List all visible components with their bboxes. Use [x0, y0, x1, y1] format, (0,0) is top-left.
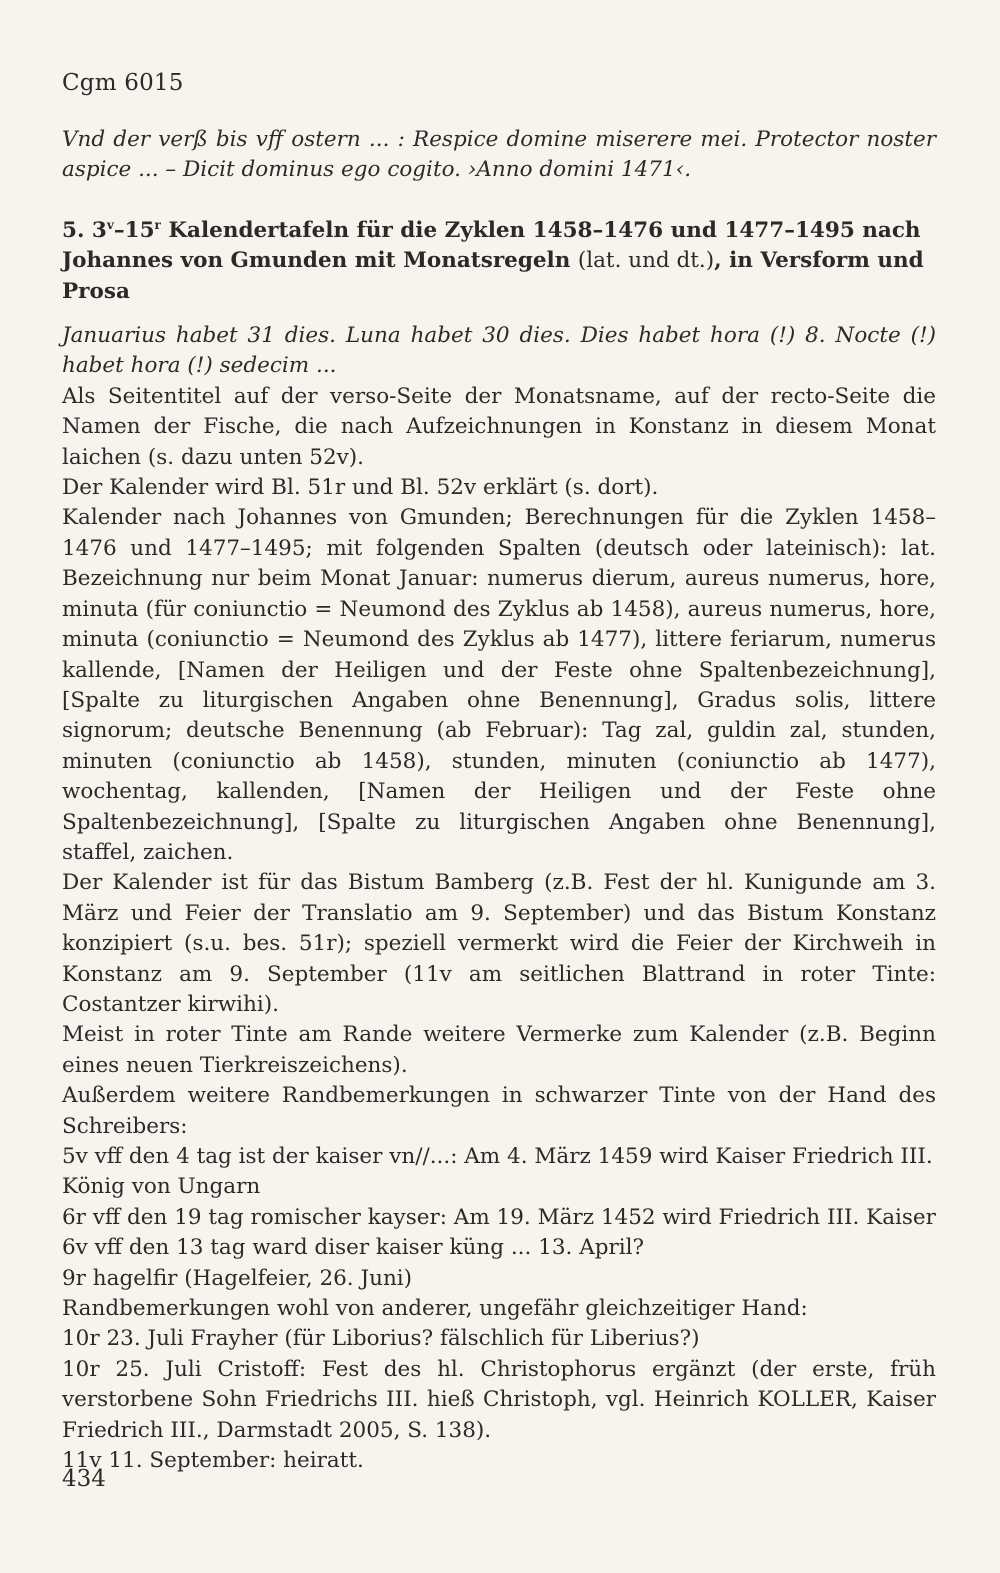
page-title-note: Als Seitentitel auf der verso-Seite der Monatsname, auf der recto-Seite die Namen der Fische, die nach Aufzeichnungen in Konstanz in diesem Monat laichen (s. dazu unten 52v).	[62, 383, 936, 470]
running-header: Cgm 6015	[62, 70, 184, 96]
red-ink-note: Meist in roter Tinte am Rande weitere Vermerke zum Kalender (z.B. Beginn eines neuen Tierkreiszeichens).	[62, 1022, 936, 1078]
section-5-heading: 5. 3$^v$–15$^r$ Kalendertafeln für die Zyklen 1458–1476 und 1477–1495 nach Johannes von Gmunden mit Monatsregeln (lat. und dt.), in Versform und Prosa	[62, 217, 924, 304]
month-rule-quote: Januarius habet 31 dies. Luna habet 30 dies. Dies habet hora (!) 8. Nocte (!) habet hora (!) sedecim ...	[62, 323, 936, 379]
margin-notes-intro: Außerdem weitere Randbemerkungen in schwarzer Tinte von der Hand des Schreibers:	[62, 1083, 936, 1139]
main-text	[62, 125, 936, 1476]
margin-note-10r-a: 10r 23. Juli Frayher (für Liborius? fälschlich für Liberius?)	[62, 1326, 700, 1352]
margin-note-5v: 5v vff den 4 tag ist der kaiser vn//...: Am 4. März 1459 wird Kaiser Friedrich III. König von Ungarn	[62, 1144, 933, 1200]
page-number: 434	[62, 1466, 106, 1492]
explanation-note: Der Kalender wird Bl. 51r und Bl. 52v erklärt (s. dort).	[62, 475, 659, 501]
incipit-text: Vnd der verß bis vff ostern ... : Respice domine miserere mei. Protector noster aspice ... – Dicit dominus ego cogito. ›Anno domini 1471‹.	[62, 127, 936, 183]
other-hand-intro: Randbemerkungen wohl von anderer, ungefähr gleichzeitiger Hand:	[62, 1296, 808, 1322]
margin-note-6r: 6r vff den 19 tag romischer kayser: Am 19. März 1452 wird Friedrich III. Kaiser	[62, 1204, 936, 1230]
margin-note-10r-b: 10r 25. Juli Cristoff: Fest des hl. Christophorus ergänzt (der erste, früh verstorbene Sohn Friedrichs III. hieß Christoph, vgl. Heinrich KOLLER, Kaiser Friedrich III., Darmstadt 2005, S. 138).	[62, 1356, 936, 1443]
calendar-columns-description: Kalender nach Johannes von Gmunden; Berechnungen für die Zyklen 1458–1476 und 1477–1495; mit folgenden Spalten (deutsch oder lateinisch): lat. Bezeichnung nur beim Monat Januar: numerus dierum, aureus numerus, hore, minuta (für coniunctio = Neumond des Zyklus ab 1458), aureus numerus, hore, minuta (coniunctio = Neumond des Zyklus ab 1477), littere feriarum, numerus kallende, [Namen der Heiligen und der Feste ohne Spaltenbezeichnung], [Spalte zu liturgischen Angaben ohne Benennung], Gradus solis, littere signorum; deutsche Benennung (ab Februar): Tag zal, guldin zal, stunden, minuten (coniunctio ab 1458), stunden, minuten (coniunctio ab 1477), wochentag, kallenden, [Namen der Heiligen und der Feste ohne Spaltenbezeichnung], [Spalte zu liturgischen Angaben ohne Benennung], staffel, zaichen.	[62, 505, 936, 865]
margin-note-6v: 6v vff den 13 tag ward diser kaiser küng ... 13. April?	[62, 1235, 645, 1261]
margin-note-9r: 9r hagelfir (Hagelfeier, 26. Juni)	[62, 1265, 413, 1291]
diocese-note: Der Kalender ist für das Bistum Bamberg (z.B. Fest der hl. Kunigunde am 3. März und Feier der Translatio am 9. September) und das Bistum Konstanz konzipiert (s.u. bes. 51r); speziell vermerkt wird die Feier der Kirchweih in Konstanz am 9. September (11v am seitlichen Blattrand in roter Tinte: Costantzer kirwihi).	[62, 870, 936, 1017]
margin-note-11v: 11v 11. September: heiratt.	[62, 1448, 364, 1474]
